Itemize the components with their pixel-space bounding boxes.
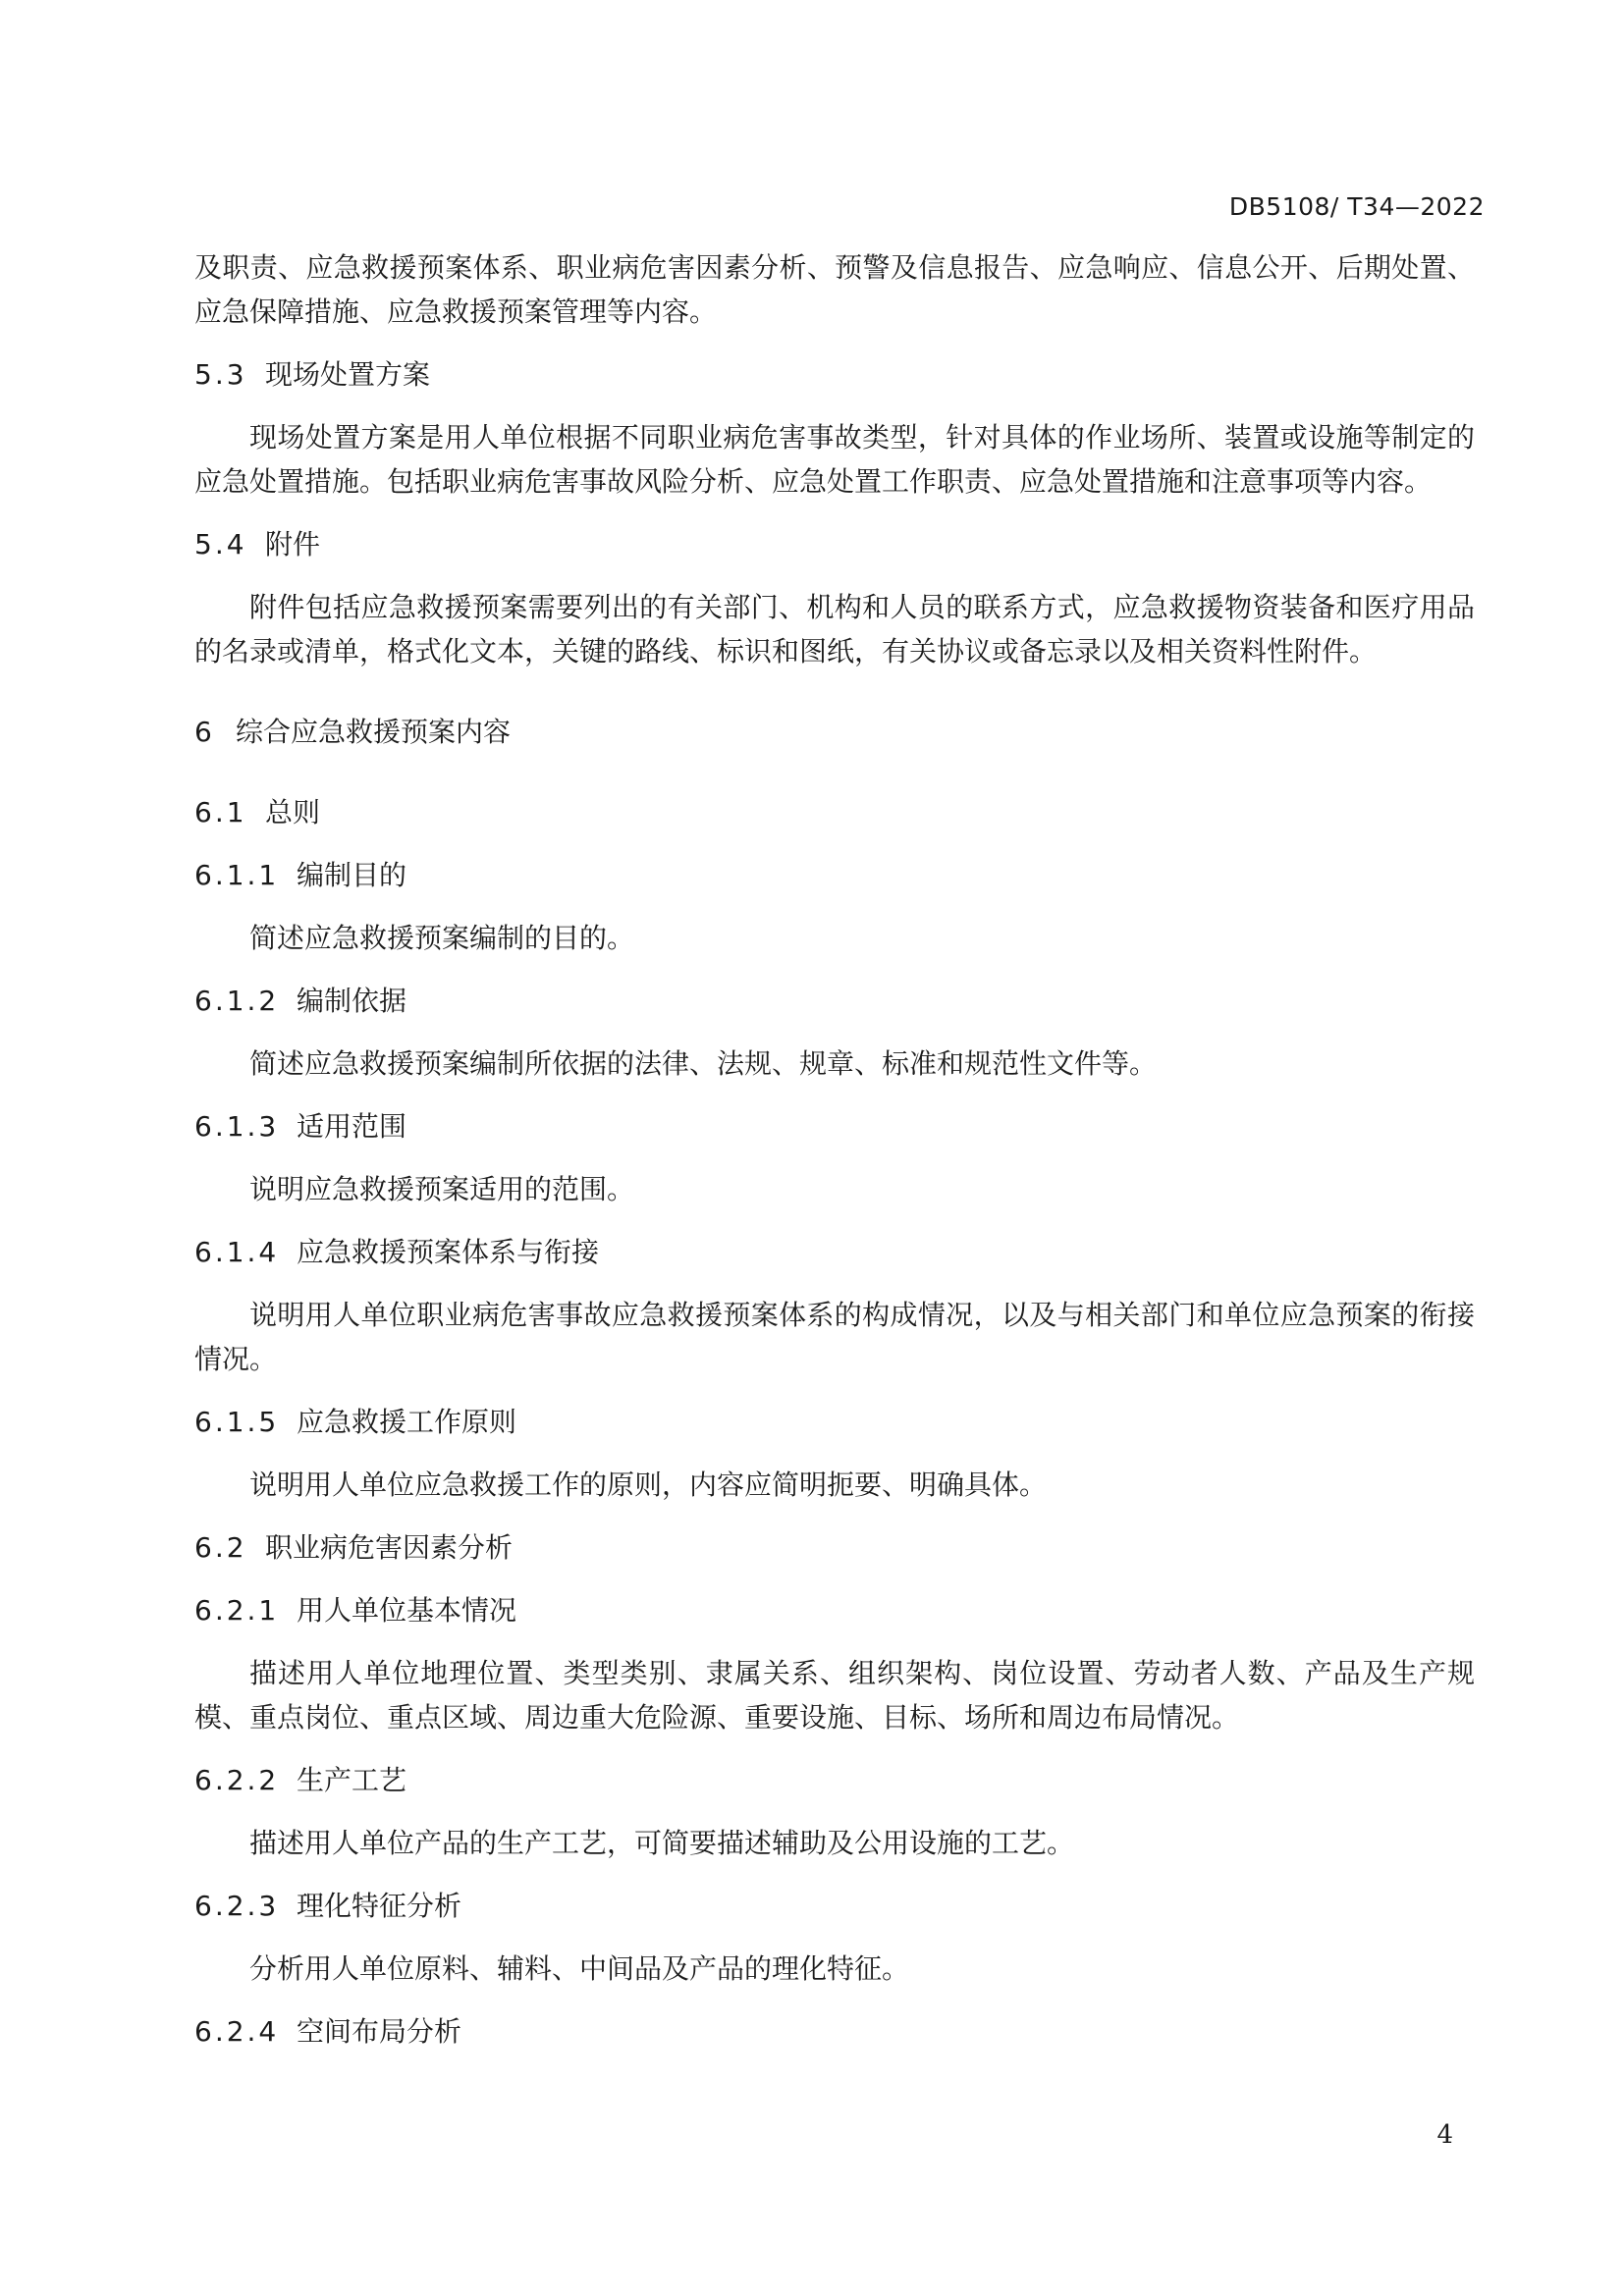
paragraph-6-2-2: 描述用人单位产品的生产工艺，可简要描述辅助及公用设施的工艺。 (249, 1827, 1075, 1859)
heading-number: 6.2 (194, 1531, 247, 1564)
paragraph-6-2-1: 描述用人单位地理位置、类型类别、隶属关系、组织架构、岗位设置、劳动者人数、产品及生产规模、重点岗位、重点区域、周边重大危险源、重要设施、目标、场所和周边布局情况。 (194, 1657, 1475, 1734)
heading-number: 6.1.3 (194, 1110, 280, 1143)
heading-number: 6.2.3 (194, 1890, 280, 1922)
heading-6-1-4 (194, 1230, 1475, 1274)
heading-title: 应急救援预案体系与衔接 (297, 1236, 600, 1268)
paragraph-5-3: 现场处置方案是用人单位根据不同职业病危害事故类型，针对具体的作业场所、装置或设施等制定的应急处置措施。包括职业病危害事故风险分析、应急处置工作职责、应急处置措施和注意事项等内容。 (194, 421, 1475, 498)
heading-title: 空间布局分析 (297, 2015, 462, 2048)
heading-6-1-1 (194, 853, 1475, 897)
heading-title: 适用范围 (297, 1110, 407, 1143)
paragraph-6-2-3: 分析用人单位原料、辅料、中间品及产品的理化特征。 (249, 1952, 910, 1985)
heading-title: 用人单位基本情况 (297, 1594, 517, 1627)
heading-number: 6.1.1 (194, 859, 280, 891)
heading-number: 6.1 (194, 796, 247, 828)
heading-6-1-5 (194, 1400, 1475, 1444)
heading-title: 职业病危害因素分析 (265, 1531, 514, 1564)
page-body (194, 245, 1475, 2054)
heading-title: 综合应急救援预案内容 (236, 716, 512, 748)
heading-number: 6.1.4 (194, 1236, 280, 1268)
paragraph-6-1-1: 简述应急救援预案编制的目的。 (249, 922, 635, 954)
heading-title: 现场处置方案 (265, 358, 431, 391)
heading-title: 编制目的 (297, 859, 407, 891)
document-code: DB5108/ T34—2022 (1228, 192, 1485, 221)
paragraph-6-1-2: 简述应急救援预案编制所依据的法律、法规、规章、标准和规范性文件等。 (249, 1047, 1158, 1080)
heading-number: 6.2.4 (194, 2015, 280, 2048)
heading-number: 6.1.2 (194, 985, 280, 1017)
heading-number: 6 (194, 716, 215, 748)
heading-6 (194, 710, 1475, 754)
heading-6-2-4 (194, 2009, 1475, 2054)
heading-title: 理化特征分析 (297, 1890, 462, 1922)
heading-6-2-3 (194, 1884, 1475, 1928)
page-number: 4 (1436, 2120, 1453, 2150)
heading-number: 6.2.1 (194, 1594, 280, 1627)
heading-number: 5.4 (194, 528, 247, 561)
heading-number: 6.2.2 (194, 1764, 280, 1796)
paragraph-6-1-4: 说明用人单位职业病危害事故应急救援预案体系的构成情况，以及与相关部门和单位应急预案的衔接情况。 (194, 1299, 1475, 1375)
heading-number: 6.1.5 (194, 1406, 280, 1438)
heading-6-2 (194, 1525, 1475, 1570)
heading-6-2-1 (194, 1588, 1475, 1632)
paragraph-6-1-3: 说明应急救援预案适用的范围。 (249, 1173, 635, 1205)
heading-5-3 (194, 352, 1475, 397)
heading-title: 总则 (265, 796, 321, 828)
heading-number: 5.3 (194, 358, 247, 391)
heading-6-2-2 (194, 1758, 1475, 1802)
heading-6-1-3 (194, 1104, 1475, 1148)
heading-title: 附件 (265, 528, 321, 561)
heading-title: 应急救援工作原则 (297, 1406, 517, 1438)
paragraph-6-1-5: 说明用人单位应急救援工作的原则，内容应简明扼要、明确具体。 (249, 1468, 1048, 1501)
heading-5-4 (194, 522, 1475, 566)
heading-title: 编制依据 (297, 985, 407, 1017)
heading-title: 生产工艺 (297, 1764, 407, 1796)
paragraph-intro: 及职责、应急救援预案体系、职业病危害因素分析、预警及信息报告、应急响应、信息公开、后期处置、应急保障措施、应急救援预案管理等内容。 (194, 251, 1475, 328)
heading-6-1-2 (194, 979, 1475, 1023)
heading-6-1 (194, 790, 1475, 834)
paragraph-5-4: 附件包括应急救援预案需要列出的有关部门、机构和人员的联系方式，应急救援物资装备和医疗用品的名录或清单，格式化文本，关键的路线、标识和图纸，有关协议或备忘录以及相关资料性附件。 (194, 591, 1475, 667)
